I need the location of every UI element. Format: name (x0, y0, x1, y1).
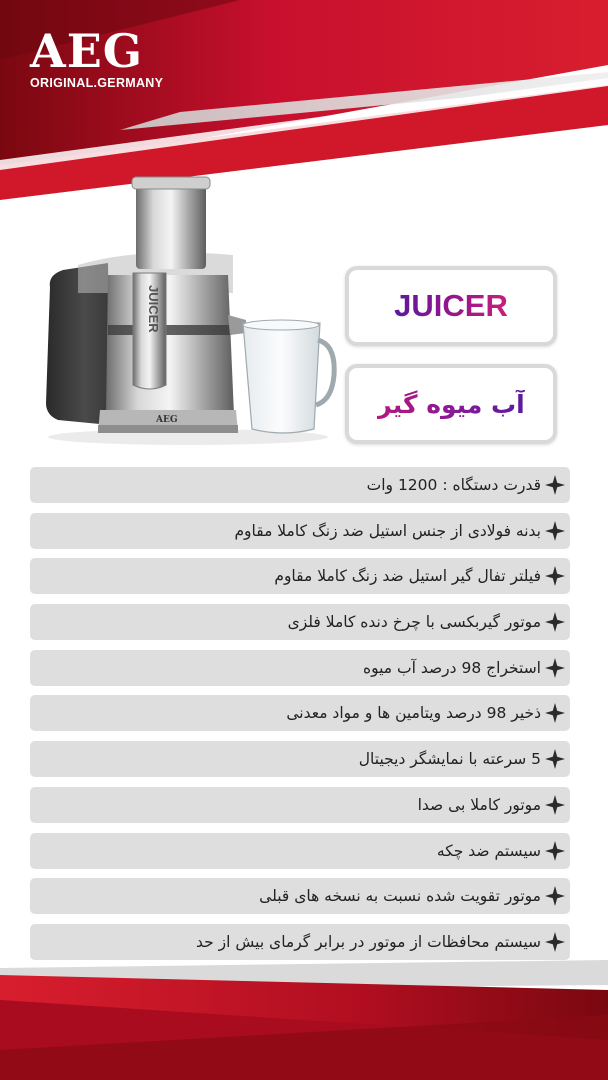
feature-text: موتور کاملا بی صدا (417, 795, 541, 814)
feature-text: فیلتر تفال گیر استیل ضد زنگ کاملا مقاوم (274, 567, 541, 586)
feature-list (30, 467, 570, 970)
four-point-star-icon (544, 885, 566, 907)
brand-name: AEG (30, 24, 144, 78)
feature-item (30, 467, 570, 503)
feature-item (30, 604, 570, 640)
four-point-star-icon (544, 748, 566, 770)
feature-item (30, 650, 570, 686)
title-persian-box (345, 364, 557, 444)
title-english-box (345, 266, 557, 346)
aeg-logo (30, 24, 164, 90)
feature-text: موتور گیربکسی با چرخ دنده کاملا فلزی (287, 613, 541, 632)
four-point-star-icon (544, 657, 566, 679)
title-english: JUICER (394, 288, 508, 323)
four-point-star-icon (544, 840, 566, 862)
feature-text: استخراج 98 درصد آب میوه (363, 658, 541, 677)
feature-item (30, 513, 570, 549)
juicer-product-image (38, 175, 338, 455)
feature-text: سیستم محافظات از موتور در برابر گرمای بیش از حد (196, 932, 541, 951)
feature-text: ذخیر 98 درصد ویتامین ها و مواد معدنی (286, 704, 541, 723)
four-point-star-icon (544, 931, 566, 953)
feature-item (30, 924, 570, 960)
four-point-star-icon (544, 794, 566, 816)
four-point-star-icon (544, 702, 566, 724)
feature-item (30, 558, 570, 594)
feature-item (30, 878, 570, 914)
feature-item (30, 833, 570, 869)
feature-text: قدرت دستگاه : 1200 وات (366, 476, 541, 494)
feature-text: موتور تقویت شده نسبت به نسخه های قبلی (259, 887, 541, 906)
four-point-star-icon (544, 565, 566, 587)
feature-text: 5 سرعته با نمایشگر دیجیتال (358, 750, 541, 769)
feature-text: سیستم ضد چکه (436, 841, 541, 860)
four-point-star-icon (544, 474, 566, 496)
title-persian: آب میوه گیر (377, 389, 525, 419)
feature-item (30, 741, 570, 777)
feature-item (30, 695, 570, 731)
feature-text: بدنه فولادی از جنس استیل ضد زنگ کاملا مقاوم (234, 521, 541, 540)
product-logo-label: AEG (156, 415, 178, 425)
feature-item (30, 787, 570, 823)
product-model-label: JUICER (146, 285, 161, 333)
brand-tagline: ORIGINAL.GERMANY (30, 76, 164, 90)
four-point-star-icon (544, 520, 566, 542)
four-point-star-icon (544, 611, 566, 633)
